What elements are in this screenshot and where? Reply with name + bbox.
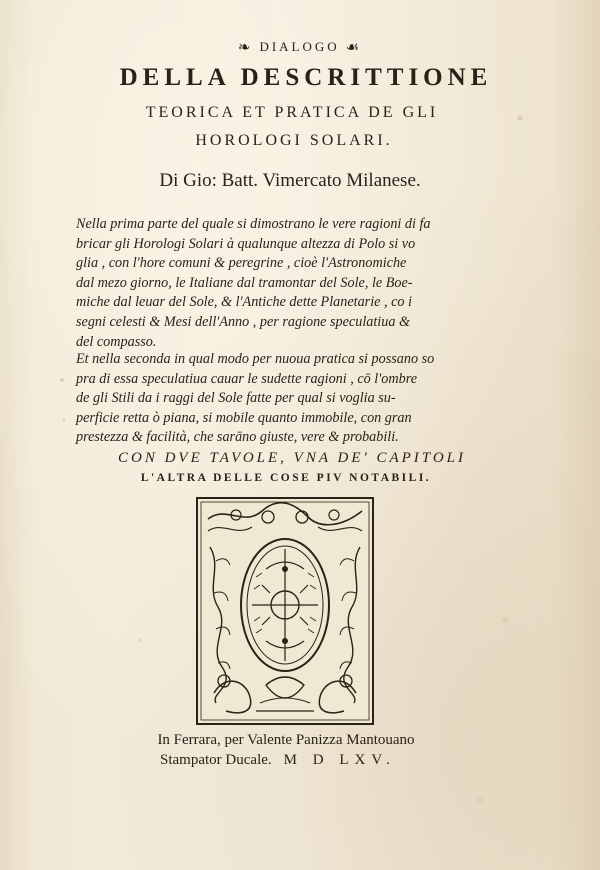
paragraph-line: segni celesti & Mesi dell'Anno , per ragione speculatiua & — [76, 313, 411, 330]
paragraph-line: del compasso. — [76, 333, 157, 350]
title-subtitle-1: TEORICA ET PRATICA DE GLI — [145, 104, 439, 121]
paragraph-line: de gli Stili da i raggi del Sole fatte per qual si voglia su- — [76, 390, 396, 407]
paragraph-line: glia , con l'hore comuni & peregrine , cioè l'Astronomiche — [76, 255, 407, 272]
paragraph-line: bricar gli Horologi Solari à qualunque altezza di Polo si vo — [76, 235, 416, 252]
tables-line: CON DVE TAVOLE, VNA DE' CAPITOLI — [117, 450, 467, 466]
imprint-year: M D LXV. — [283, 752, 396, 768]
printer-device-woodcut-icon — [196, 497, 374, 725]
tables-line-2: L'ALTRA DELLE COSE PIV NOTABILI. — [140, 472, 432, 484]
imprint-place-publisher: In Ferrara, per Valente Panizza Mantouano — [157, 732, 415, 748]
imprint-printer: Stampator Ducale. — [160, 752, 272, 768]
paragraph-first-part — [76, 215, 516, 352]
paragraph-line: pra di essa speculatiua cauar le sudette ragioni , cō l'ombre — [76, 370, 417, 387]
paragraph-line: Et nella seconda in qual modo per nuoua pratica si possano so — [76, 351, 435, 367]
author-line: Di Gio: Batt. Vimercato Milanese. — [159, 170, 421, 191]
paragraph-line: prestezza & facilità, che sarāno giuste, vere & probabili. — [76, 429, 399, 446]
paragraph-line: Nella prima parte del quale si dimostrano le vere ragioni di fa — [76, 216, 431, 232]
paragraph-line: perficie retta ò piana, si mobile quanto immobile, con gran — [76, 409, 412, 426]
paragraph-line: miche dal leuar del Sole, & l'Antiche dette Planetarie , co i — [76, 294, 412, 311]
imprint-printer-year — [0, 752, 578, 769]
paragraph-second-part — [76, 350, 516, 448]
fleuron-left-icon: ❧ — [237, 40, 254, 56]
dialogo-word: DIALOGO — [259, 39, 340, 54]
fleuron-right-icon: ☙ — [345, 40, 363, 56]
title-main: DELLA DESCRITTIONE — [119, 64, 493, 91]
paragraph-line: dal mezo giorno, le Italiane dal tramontar del Sole, le Boe- — [76, 274, 413, 291]
title-subtitle-2: HOROLOGI SOLARI. — [195, 132, 393, 149]
dialogo-header — [0, 38, 600, 57]
